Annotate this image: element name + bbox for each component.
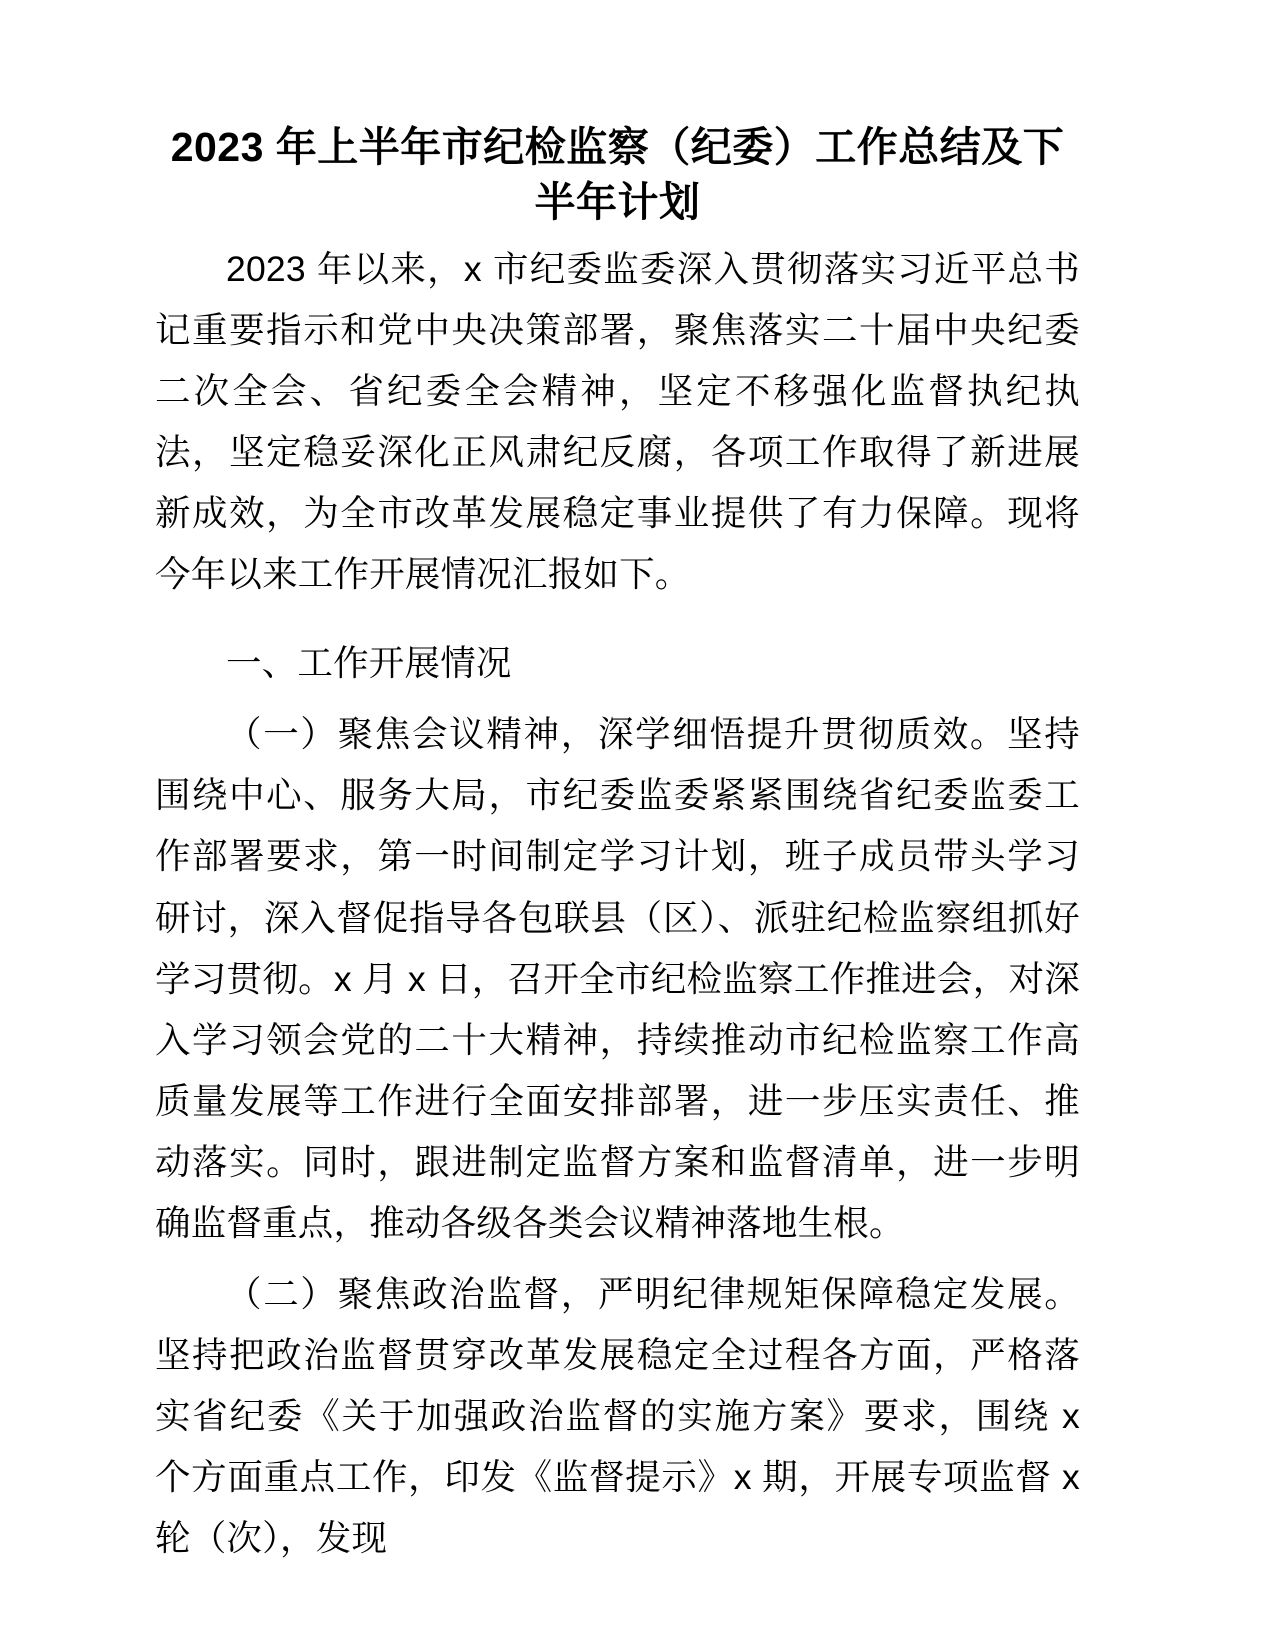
- document-body: [155, 120, 1080, 1575]
- document-title: 2023 年上半年市纪检监察（纪委）工作总结及下半年计划: [170, 124, 1065, 225]
- subsection-two-paragraph: （二）聚焦政治监督，严明纪律规矩保障稳定发展。坚持把政治监督贯穿改革发展稳定全过程各方面，严格落实省纪委《关于加强政治监督的实施方案》要求，围绕 x 个方面重点工作，印发《监督提示》x 期，开展专项监督 x 轮（次），发现: [155, 1273, 1080, 1558]
- intro-paragraph: 2023 年以来，x 市纪委监委深入贯彻落实习近平总书记重要指示和党中央决策部署，聚焦落实二十届中央纪委二次全会、省纪委全会精神，坚定不移强化监督执纪执法，坚定稳妥深化正风肃纪反腐，各项工作取得了新进展新成效，为全市改革发展稳定事业提供了有力保障。现将今年以来工作开展情况汇报如下。: [155, 249, 1080, 595]
- paragraph-spacer: [155, 611, 1080, 621]
- section-one-heading: 一、工作开展情况: [226, 643, 512, 684]
- subsection-one-paragraph: （一）聚焦会议精神，深学细悟提升贯彻质效。坚持围绕中心、服务大局，市纪委监委紧紧围绕省纪委监委工作部署要求，第一时间制定学习计划，班子成员带头学习研讨，深入督促指导各包联县（区）、派驻纪检监察组抓好学习贯彻。x 月 x 日，召开全市纪检监察工作推进会，对深入学习领会党的二十大精神，持续推动市纪检监察工作高质量发展等工作进行全面安排部署，进一步压实责任、推动落实。同时，跟进制定监督方案和监督清单，进一步明确监督重点，推动各级各类会议精神落地生根。: [155, 714, 1080, 1243]
